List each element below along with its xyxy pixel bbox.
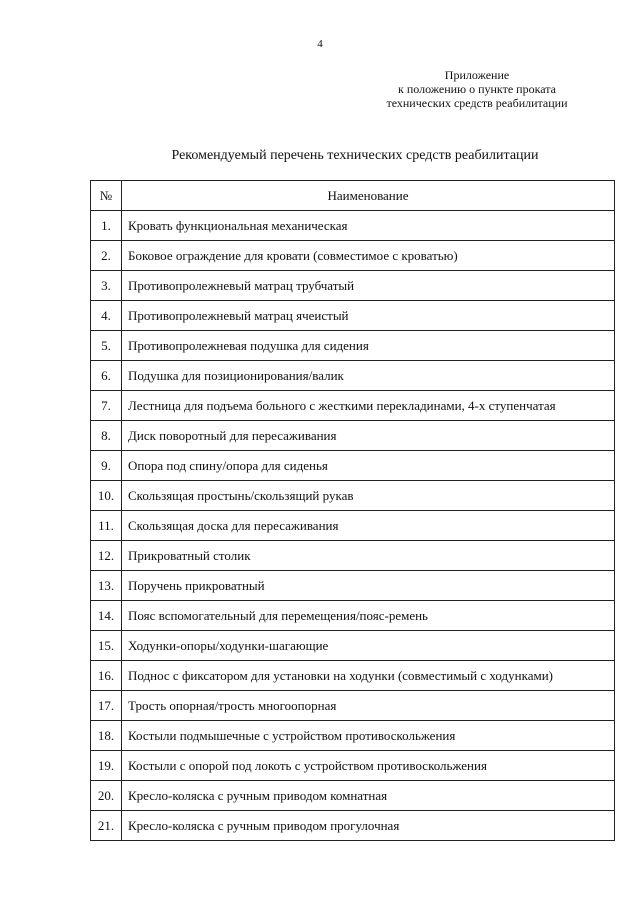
table-row xyxy=(91,661,615,691)
table-row xyxy=(91,571,615,601)
row-number: 5. xyxy=(91,331,122,361)
row-item-name: Костыли подмышечные с устройством противоскольжения xyxy=(122,721,615,751)
row-number: 7. xyxy=(91,391,122,421)
row-item-name: Скользящая доска для пересаживания xyxy=(122,511,615,541)
table-row xyxy=(91,721,615,751)
row-item-name: Лестница для подъема больного с жесткими перекладинами, 4-х ступенчатая xyxy=(122,391,615,421)
appendix-header xyxy=(357,68,597,110)
row-number: 13. xyxy=(91,571,122,601)
row-number: 6. xyxy=(91,361,122,391)
row-item-name: Ходунки-опоры/ходунки-шагающие xyxy=(122,631,615,661)
row-number: 21. xyxy=(91,811,122,841)
column-header-name: Наименование xyxy=(122,181,615,211)
table-row xyxy=(91,241,615,271)
table-row xyxy=(91,331,615,361)
table-row xyxy=(91,541,615,571)
row-number: 14. xyxy=(91,601,122,631)
table-row xyxy=(91,691,615,721)
row-item-name: Диск поворотный для пересаживания xyxy=(122,421,615,451)
row-number: 17. xyxy=(91,691,122,721)
row-item-name: Скользящая простынь/скользящий рукав xyxy=(122,481,615,511)
table-row xyxy=(91,601,615,631)
document-title: Рекомендуемый перечень технических средств реабилитации xyxy=(171,148,539,163)
row-item-name: Кресло-коляска с ручным приводом прогулочная xyxy=(122,811,615,841)
row-item-name: Кресло-коляска с ручным приводом комнатная xyxy=(122,781,615,811)
row-number: 3. xyxy=(91,271,122,301)
row-item-name: Пояс вспомогательный для перемещения/пояс-ремень xyxy=(122,601,615,631)
table-row xyxy=(91,511,615,541)
row-number: 4. xyxy=(91,301,122,331)
row-number: 11. xyxy=(91,511,122,541)
row-item-name: Кровать функциональная механическая xyxy=(122,211,615,241)
column-header-number: № xyxy=(91,181,122,211)
table-row xyxy=(91,421,615,451)
row-number: 19. xyxy=(91,751,122,781)
appendix-line-1: Приложение xyxy=(444,68,510,82)
row-item-name: Трость опорная/трость многоопорная xyxy=(122,691,615,721)
table-row xyxy=(91,781,615,811)
row-number: 16. xyxy=(91,661,122,691)
table-row xyxy=(91,481,615,511)
table-row xyxy=(91,391,615,421)
page-number: 4 xyxy=(317,38,323,50)
row-item-name: Прикроватный столик xyxy=(122,541,615,571)
row-item-name: Поднос с фиксатором для установки на ходунки (совместимый с ходунками) xyxy=(122,661,615,691)
table-row xyxy=(91,451,615,481)
row-item-name: Опора под спину/опора для сиденья xyxy=(122,451,615,481)
table-row xyxy=(91,631,615,661)
row-number: 15. xyxy=(91,631,122,661)
row-number: 9. xyxy=(91,451,122,481)
table-row xyxy=(91,271,615,301)
row-item-name: Противопролежневый матрац трубчатый xyxy=(122,271,615,301)
row-item-name: Подушка для позиционирования/валик xyxy=(122,361,615,391)
row-item-name: Противопролежневая подушка для сидения xyxy=(122,331,615,361)
row-number: 2. xyxy=(91,241,122,271)
row-number: 12. xyxy=(91,541,122,571)
table-row xyxy=(91,301,615,331)
row-item-name: Противопролежневый матрац ячеистый xyxy=(122,301,615,331)
row-number: 8. xyxy=(91,421,122,451)
table-body xyxy=(91,211,615,841)
appendix-line-2: к положению о пункте проката xyxy=(398,82,556,96)
equipment-table xyxy=(90,180,615,841)
table-row xyxy=(91,811,615,841)
row-number: 20. xyxy=(91,781,122,811)
row-item-name: Костыли с опорой под локоть с устройством противоскольжения xyxy=(122,751,615,781)
table-row xyxy=(91,211,615,241)
table-row xyxy=(91,751,615,781)
appendix-line-3: технических средств реабилитации xyxy=(386,96,568,110)
table-header-row xyxy=(91,181,615,211)
table-row xyxy=(91,361,615,391)
row-number: 1. xyxy=(91,211,122,241)
row-number: 18. xyxy=(91,721,122,751)
row-item-name: Боковое ограждение для кровати (совместимое с кроватью) xyxy=(122,241,615,271)
row-number: 10. xyxy=(91,481,122,511)
row-item-name: Поручень прикроватный xyxy=(122,571,615,601)
